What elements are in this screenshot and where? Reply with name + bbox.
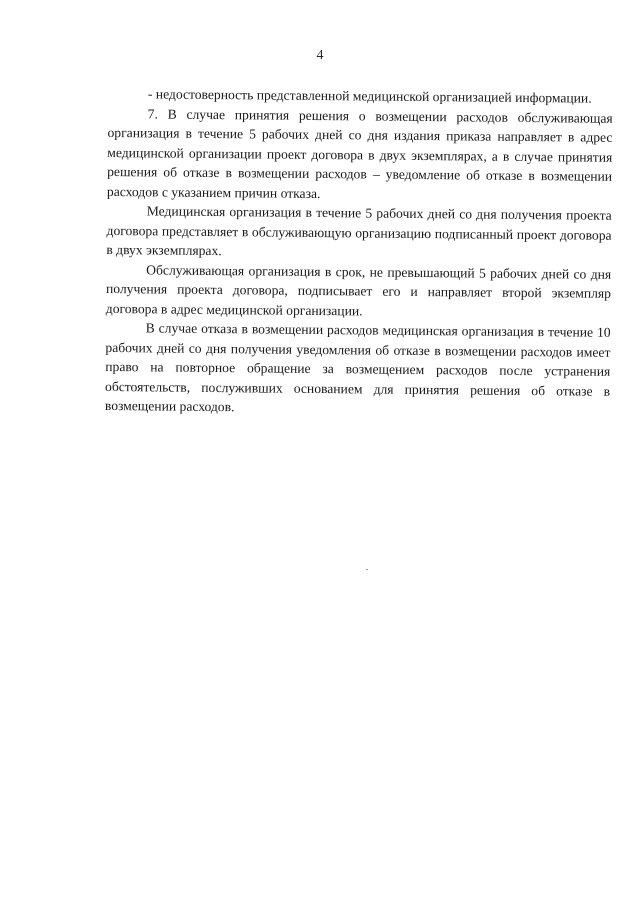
page-number: 4 xyxy=(316,48,324,63)
document-body xyxy=(105,84,613,420)
paragraph-item-7-decision: 7. В случае принятия решения о возмещении расходов обслуживающая организация в течение 5 рабочих дней со дня издания приказа направляет в адрес медицинской организации проект договора в двух экземплярах, а в случае принятия решения об отказе в возмещении расходов – уведомление об отказе в возмещении расходов с указанием причин отказа. xyxy=(106,105,613,201)
paragraph-refusal-reapplication: В случае отказа в возмещении расходов медицинская организация в течение 10 рабочих дней со дня получения уведомления об отказе в возмещении расходов имеет право на повторное обращение за возмещением расходов после устранения обстоятельств, послуживших основанием для принятия решения об отказе в возмещении расходов. xyxy=(104,320,611,415)
scan-artifact-dot xyxy=(366,569,368,570)
paragraph-unreliable-information: - недостоверность представленной медицинской организацией информации. xyxy=(147,86,592,106)
paragraph-medical-org-returns-contract: Медицинская организация в течение 5 рабочих дней со дня получения проекта договора представляет в обслуживающую организацию подписанный проект договора в двух экземплярах. xyxy=(106,203,612,259)
paragraph-service-org-signs-contract: Обслуживающая организация в срок, не превышающий 5 рабочих дней со дня получения проекта договора, подписывает его и направляет второй экземпляр договора в адрес медицинской организации. xyxy=(105,261,612,318)
